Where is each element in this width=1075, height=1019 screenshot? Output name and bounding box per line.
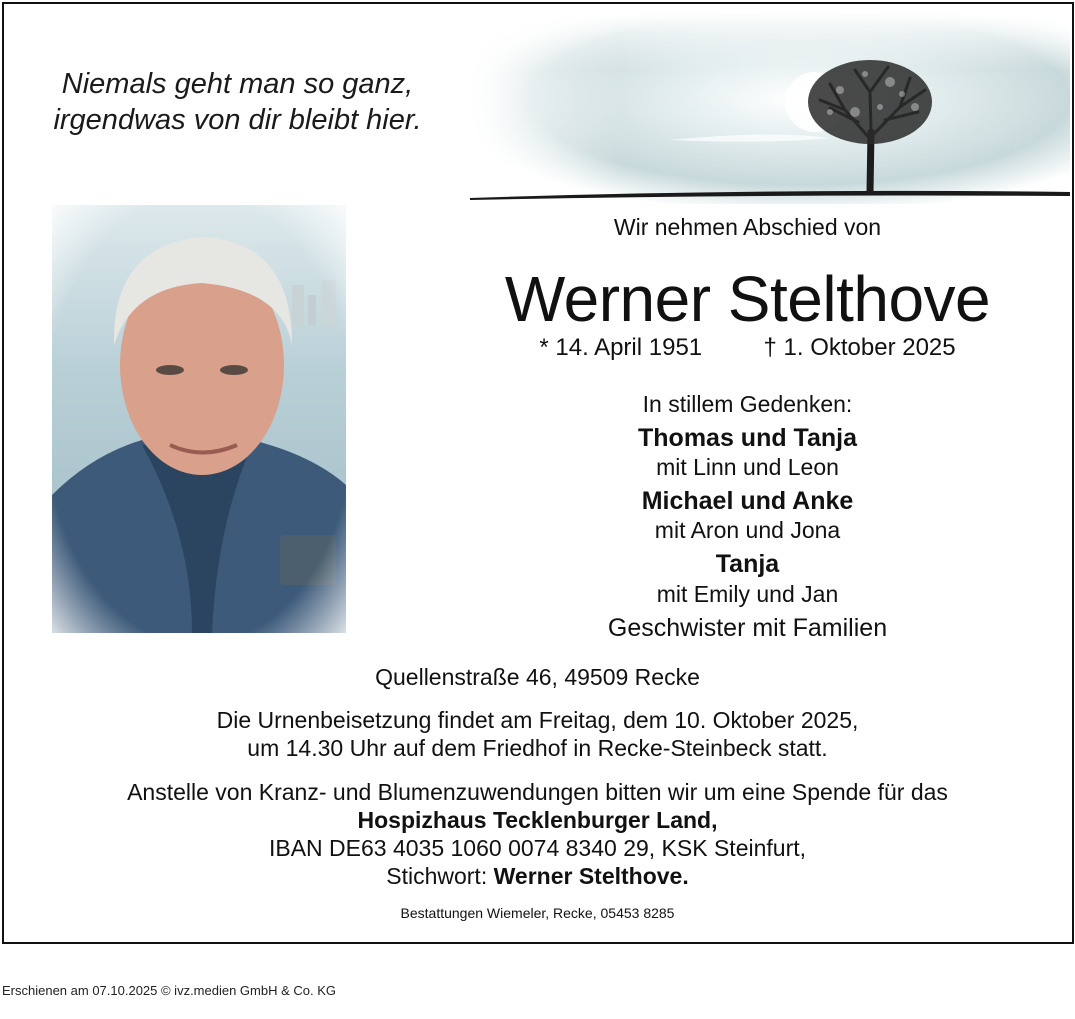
undertaker: Bestattungen Wiemeler, Recke, 05453 8285 — [400, 905, 675, 921]
keyword-label: Stichwort: — [386, 863, 488, 889]
family-children: mit Linn und Leon — [656, 454, 839, 480]
donation-keyword — [0, 862, 1075, 890]
siblings-line: Geschwister mit Familien — [607, 614, 888, 642]
intro-text: Wir nehmen Abschied von — [613, 214, 882, 240]
ceremony-line-2: um 14.30 Uhr auf dem Friedhof in Recke-Steinbeck statt. — [247, 735, 828, 761]
address-text: Quellenstraße 46, 49509 Recke — [375, 664, 700, 690]
death-date: † 1. Oktober 2025 — [763, 334, 956, 361]
address — [0, 664, 1075, 691]
donation-recipient: Hospizhaus Tecklenburger Land, — [357, 807, 718, 833]
mourners-heading: In stillem Gedenken: — [642, 391, 853, 417]
tree-landscape-image — [470, 12, 1070, 204]
family-children: mit Emily und Jan — [656, 581, 839, 607]
family-name: Thomas und Tanja — [638, 424, 857, 452]
donation-iban: IBAN DE63 4035 1060 0074 8340 29, KSK Steinfurt, — [268, 835, 807, 861]
life-dates — [490, 334, 1005, 362]
portrait-photo — [52, 205, 346, 633]
family-name: Michael und Anke — [641, 487, 854, 515]
deceased-name: Werner Stelthove — [504, 263, 991, 335]
motto-line-2: irgendwas von dir bleibt hier. — [53, 104, 422, 136]
ceremony-line-1: Die Urnenbeisetzung findet am Freitag, dem 10. Oktober 2025, — [216, 707, 859, 733]
keyword-value: Werner Stelthove. — [493, 863, 689, 889]
publication-footer: Erschienen am 07.10.2025 © ivz.medien GmbH & Co. KG — [2, 983, 337, 998]
family-name: Tanja — [715, 550, 780, 578]
birth-date: * 14. April 1951 — [539, 334, 703, 361]
family-children: mit Aron und Jona — [654, 517, 841, 543]
donation-line-1: Anstelle von Kranz- und Blumenzuwendungen bitten wir um eine Spende für das — [127, 779, 948, 805]
motto-line-1: Niemals geht man so ganz, — [61, 68, 414, 100]
